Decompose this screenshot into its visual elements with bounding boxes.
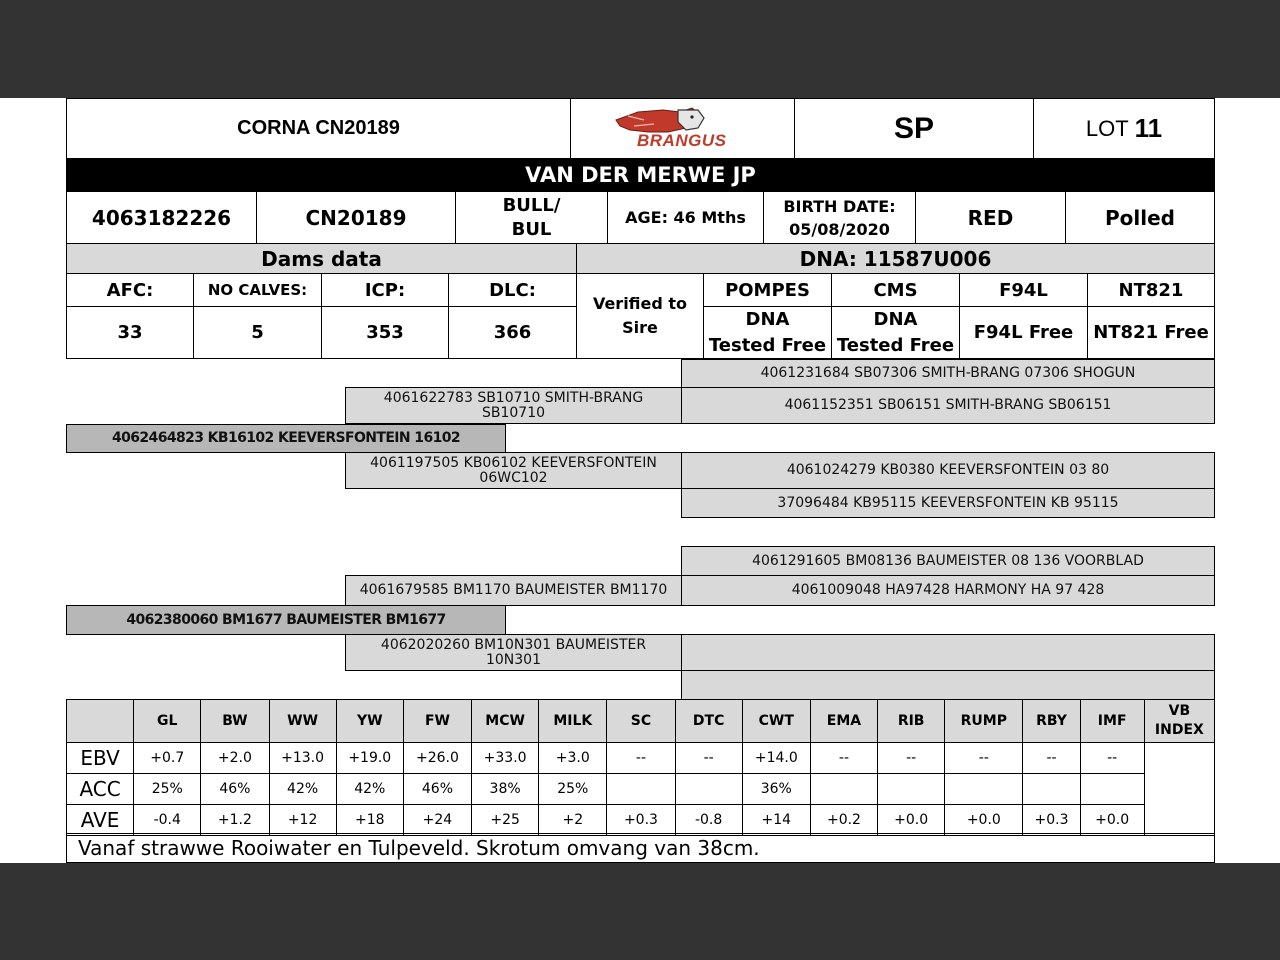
vb-line2: INDEX: [1154, 722, 1204, 738]
ave-cell: -0.4: [134, 805, 201, 836]
acc-row: [67, 774, 1215, 805]
breed-code: SP: [794, 98, 1034, 159]
dna-header-f94l: F94L: [959, 273, 1088, 307]
pompes-line1: DNA: [745, 308, 790, 330]
dams-value-dlc: 366: [448, 306, 577, 359]
pedigree-sire-sire: 4061622783 SB10710 SMITH-BRANG SB10710: [345, 387, 682, 424]
ave-cell: +2: [539, 805, 607, 836]
ebv-cell: +2.0: [201, 743, 269, 774]
ebv-cell: --: [945, 743, 1023, 774]
ebv-header-dtc: DTC: [675, 700, 742, 743]
ebv-header-sc: SC: [607, 700, 675, 743]
lot-label: LOT: [1085, 115, 1129, 141]
brangus-logo: [570, 98, 795, 159]
acc-cell: [607, 774, 675, 805]
ave-cell: +0.3: [1023, 805, 1080, 836]
ebv-header-gl: GL: [134, 700, 201, 743]
sex-line2: BUL: [511, 218, 552, 240]
ebv-cell: --: [1023, 743, 1080, 774]
ebv-cell: +33.0: [472, 743, 539, 774]
cms-line2: Tested Free: [836, 334, 955, 356]
animal-id: 4063182226: [66, 191, 257, 244]
ave-cell: +24: [403, 805, 471, 836]
comment-box: [66, 833, 1215, 863]
ave-cell: +0.2: [810, 805, 877, 836]
verified-line1: Verified to: [592, 294, 688, 313]
acc-cell: [945, 774, 1023, 805]
verified-line2: Sire: [622, 318, 658, 337]
ebv-header-cwt: CWT: [742, 700, 810, 743]
comment-text: Vanaf strawwe Rooiwater en Tulpeveld. Skrotum omvang van 38cm.: [78, 836, 760, 860]
pedigree-dds: [681, 634, 1215, 671]
acc-cell: 46%: [201, 774, 269, 805]
verified-to-sire: [576, 273, 704, 359]
ebv-header-imf: IMF: [1080, 700, 1144, 743]
dna-pompes-result: [703, 306, 832, 359]
ebv-cell: +13.0: [269, 743, 336, 774]
dna-header-cms: CMS: [831, 273, 960, 307]
lot-number: 11: [1134, 113, 1163, 143]
ave-cell: +12: [269, 805, 336, 836]
vb-index-value: [1144, 743, 1214, 836]
acc-cell: 42%: [269, 774, 336, 805]
dna-header-nt821: NT821: [1087, 273, 1215, 307]
dna-title: DNA: 11587U006: [576, 243, 1215, 274]
acc-cell: 36%: [742, 774, 810, 805]
ebv-cell: --: [810, 743, 877, 774]
pedigree-dam: 4062380060 BM1677 BAUMEISTER BM1677: [66, 605, 506, 635]
ebv-cell: --: [878, 743, 945, 774]
acc-cell: 42%: [336, 774, 403, 805]
dams-header-icp: ICP:: [321, 273, 449, 307]
dams-value-calves: 5: [193, 306, 322, 359]
acc-cell: [878, 774, 945, 805]
ebv-cell: +0.7: [134, 743, 201, 774]
ebv-row: [67, 743, 1215, 774]
ebv-header-ema: EMA: [810, 700, 877, 743]
acc-cell: [810, 774, 877, 805]
acc-cell: [1023, 774, 1080, 805]
ebv-cell: --: [607, 743, 675, 774]
ave-cell: +14: [742, 805, 810, 836]
pedigree-dss: 4061291605 BM08136 BAUMEISTER 08 136 VOORBLAD: [681, 546, 1215, 576]
ebv-cell: --: [675, 743, 742, 774]
ave-cell: +0.0: [1080, 805, 1144, 836]
dna-cms-result: [831, 306, 960, 359]
animal-sex: [455, 191, 608, 244]
cms-line1: DNA: [873, 308, 918, 330]
ebv-cell: +19.0: [336, 743, 403, 774]
pedigree-sss: 4061231684 SB07306 SMITH-BRANG 07306 SHOGUN: [681, 359, 1215, 388]
ebv-header-rib: RIB: [878, 700, 945, 743]
ebv-table: [66, 699, 1215, 836]
ave-row: [67, 805, 1215, 836]
birth-label: BIRTH DATE:: [783, 196, 896, 216]
row-label-acc: ACC: [67, 774, 134, 805]
dams-title: Dams data: [66, 243, 577, 274]
lot-box: [1033, 98, 1215, 159]
pedigree-dam-dam: 4062020260 BM10N301 BAUMEISTER 10N301: [345, 634, 682, 671]
animal-name: CORNA CN20189: [66, 98, 571, 159]
animal-reg: CN20189: [256, 191, 456, 244]
dams-header-dlc: DLC:: [448, 273, 577, 307]
dams-header-afc: AFC:: [66, 273, 194, 307]
ebv-cell: +14.0: [742, 743, 810, 774]
acc-cell: 38%: [472, 774, 539, 805]
acc-cell: 46%: [403, 774, 471, 805]
ebv-cell: +3.0: [539, 743, 607, 774]
ebv-header-mcw: MCW: [472, 700, 539, 743]
acc-cell: 25%: [134, 774, 201, 805]
dna-header-pompes: POMPES: [703, 273, 832, 307]
pedigree-sire-dam: 4061197505 KB06102 KEEVERSFONTEIN 06WC102: [345, 452, 682, 489]
dams-header-calves: NO CALVES:: [193, 273, 322, 307]
pedigree-dam-sire: 4061679585 BM1170 BAUMEISTER BM1170: [345, 575, 682, 606]
pedigree-ssd: 4061152351 SB06151 SMITH-BRANG SB06151: [681, 387, 1215, 424]
pompes-line2: Tested Free: [708, 334, 827, 356]
pedigree-sds: 4061024279 KB0380 KEEVERSFONTEIN 03 80: [681, 452, 1215, 489]
ebv-cell: --: [1080, 743, 1144, 774]
animal-color: RED: [915, 191, 1066, 244]
ebv-header-rump: RUMP: [945, 700, 1023, 743]
birth-date: 05/08/2020: [789, 219, 890, 239]
row-label-ebv: EBV: [67, 743, 134, 774]
row-label-ave: AVE: [67, 805, 134, 836]
ebv-header-row: [67, 700, 1215, 743]
sex-line1: BULL/: [502, 194, 561, 216]
dams-value-afc: 33: [66, 306, 194, 359]
pedigree-sdd: 37096484 KB95115 KEEVERSFONTEIN KB 95115: [681, 488, 1215, 518]
vb-line1: VB: [1168, 703, 1191, 719]
animal-horn: Polled: [1065, 191, 1215, 244]
ebv-header-ww: WW: [269, 700, 336, 743]
ave-cell: +1.2: [201, 805, 269, 836]
ebv-header-milk: MILK: [539, 700, 607, 743]
pedigree-ddd: [681, 670, 1215, 700]
ave-cell: +18: [336, 805, 403, 836]
dna-f94l-result: F94L Free: [959, 306, 1088, 359]
animal-age: AGE: 46 Mths: [607, 191, 764, 244]
dams-value-icp: 353: [321, 306, 449, 359]
ebv-cell: +26.0: [403, 743, 471, 774]
ave-cell: -0.8: [675, 805, 742, 836]
ave-cell: +0.0: [945, 805, 1023, 836]
ebv-corner: [67, 700, 134, 743]
lot-card: [0, 98, 1280, 863]
ebv-header-yw: YW: [336, 700, 403, 743]
pedigree-dsd: 4061009048 HA97428 HARMONY HA 97 428: [681, 575, 1215, 606]
acc-cell: [675, 774, 742, 805]
ave-cell: +0.3: [607, 805, 675, 836]
pedigree-sire: 4062464823 KB16102 KEEVERSFONTEIN 16102: [66, 424, 506, 453]
acc-cell: [1080, 774, 1144, 805]
dna-nt821-result: NT821 Free: [1087, 306, 1215, 359]
ebv-header-rby: RBY: [1023, 700, 1080, 743]
acc-cell: 25%: [539, 774, 607, 805]
logo-wordmark: BRANGUS: [637, 131, 727, 150]
animal-birth: [763, 191, 916, 244]
ebv-header-vb-index: [1144, 700, 1214, 743]
ave-cell: +0.0: [878, 805, 945, 836]
ebv-header-bw: BW: [201, 700, 269, 743]
ave-cell: +25: [472, 805, 539, 836]
ebv-header-fw: FW: [403, 700, 471, 743]
breeder-bar: VAN DER MERWE JP: [66, 158, 1215, 192]
